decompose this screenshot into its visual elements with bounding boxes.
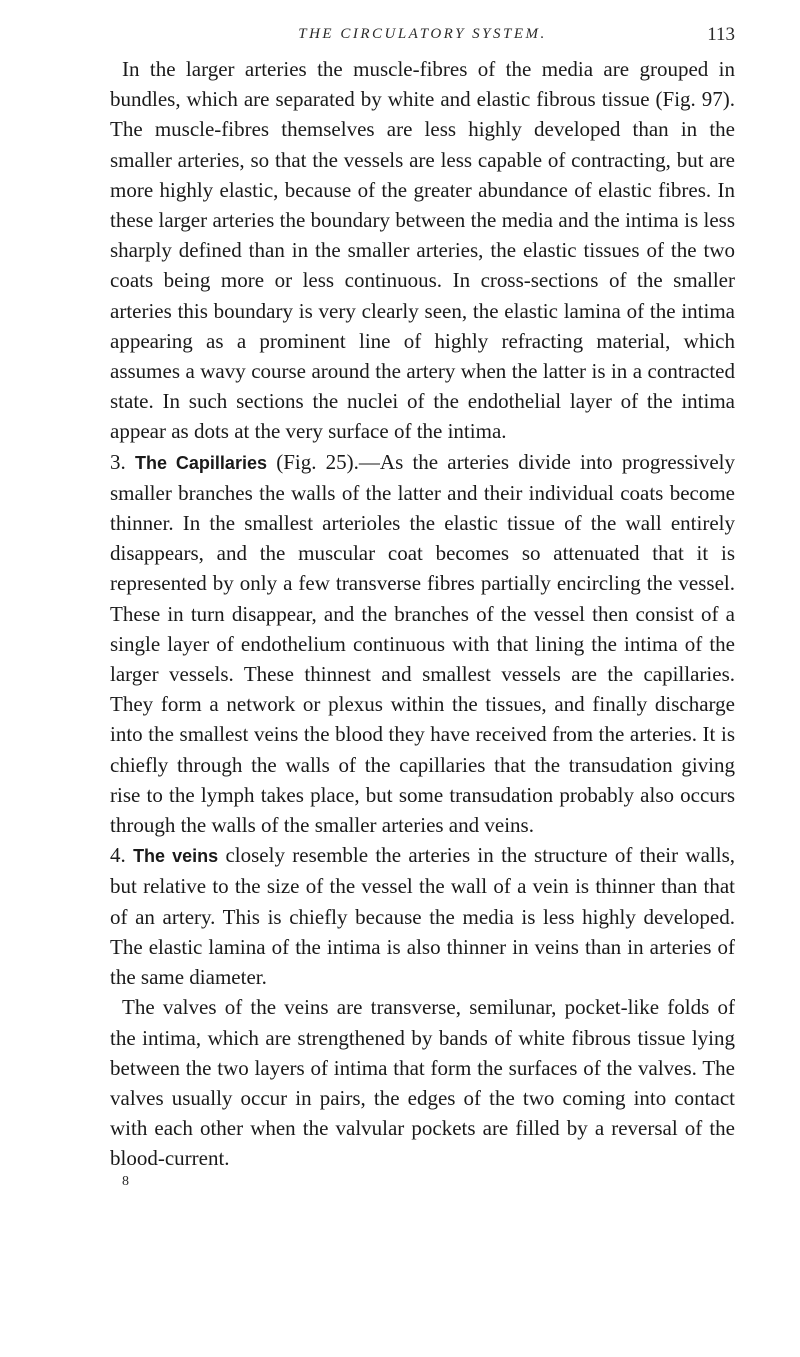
body-text [110, 54, 735, 1174]
book-page [110, 20, 735, 1190]
paragraph-veins [110, 840, 735, 992]
page-number: 113 [707, 24, 735, 45]
signature-mark: 8 [122, 1173, 129, 1189]
paragraph-capillaries [110, 447, 735, 841]
paragraph-text: The valves of the veins are transverse, semilunar, pocket-like folds of the intima, which are strengthened by bands of white fibrous tissue lying between the two layers of intima that form the surfaces of the valves. The valves usually occur in pairs, the edges of the two coming into contact with each other when the valvular pockets are filled by a reversal of the blood-current. [110, 995, 735, 1171]
paragraph-valves [110, 992, 735, 1173]
paragraph-text: In the larger arteries the muscle-fibres of the media are grouped in bundles, which are separated by white and elastic fibrous tissue (Fig. 97). The muscle-fibres themselves are less highly developed than in the smaller arteries, so that the vessels are less capable of contracting, but are more highly elastic, because of the greater abundance of elastic fibres. In these larger arteries the boundary between the media and the intima is less sharply defined than in the smaller arteries, the elastic tissues of the two coats being more or less continuous. In cross-sections of the smaller arteries this boundary is very clearly seen, the elastic lamina of the intima appearing as a prominent line of highly refracting material, which assumes a wavy course around the artery when the latter is in a contracted state. In such sections the nuclei of the endothelial layer of the intima appear as dots at the very surface of the intima. [110, 57, 735, 444]
paragraph-larger-arteries [110, 54, 735, 447]
section-number: 3. [110, 449, 126, 474]
section-heading: The veins [133, 846, 219, 867]
paragraph-text: (Fig. 25).—As the arteries divide into progressively smaller branches the walls of the latter and their individual coats become thinner. In the smallest arterioles the elastic tissue of the wall entirely disappears, and the muscular coat becomes so attenuated that it is represented by only a few transverse fibres partially encircling the vessel. These in turn disappear, and the branches of the vessel then consist of a single layer of endothelium continuous with that lining the intima of the larger vessels. These thinnest and smallest vessels are the capillaries. They form a network or plexus within the tissues, and finally discharge into the smallest veins the blood they have received from the arteries. It is chiefly through the walls of the capillaries that the transudation giving rise to the lymph takes place, but some transudation probably also occurs through the walls of the smaller arteries and veins. [110, 449, 736, 838]
section-number: 4. [110, 843, 126, 868]
section-heading: The Capillaries [134, 452, 267, 473]
paragraph-text: closely resemble the arteries in the structure of their walls, but relative to the size of the vessel the wall of a vein is thinner than that of an artery. This is chiefly because the media is less highly developed. The elastic lamina of the intima is also thinner in veins than in arteries of the same diameter. [110, 843, 735, 990]
running-head [110, 20, 735, 50]
running-title: THE CIRCULATORY SYSTEM. [298, 26, 547, 42]
